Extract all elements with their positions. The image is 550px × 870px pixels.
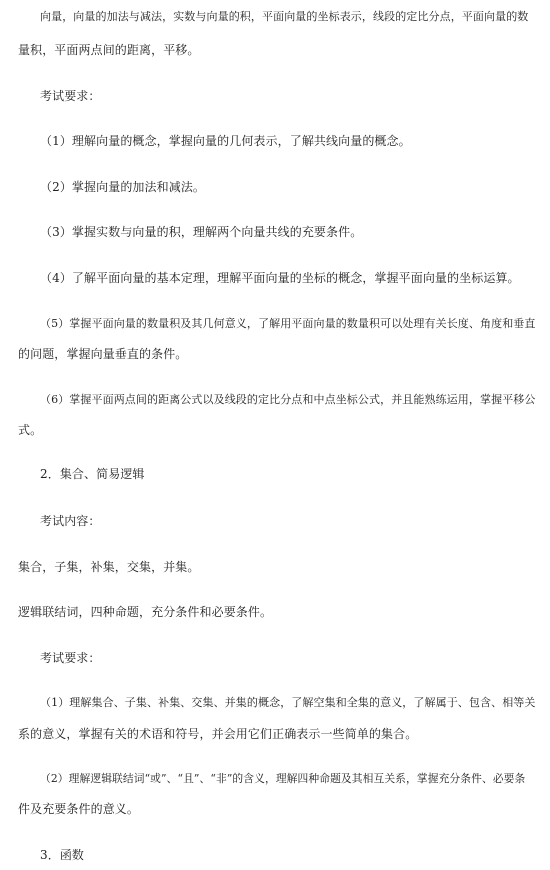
list-item: （1）理解向量的概念，掌握向量的几何表示，了解共线向量的概念。 bbox=[40, 134, 411, 148]
section-heading: 3．函数 bbox=[40, 848, 85, 862]
section-heading: 考试内容： bbox=[40, 514, 101, 528]
list-item: （2）理解逻辑联结词“或”、“且”、“非”的含义，理解四种命题及其相互关系，掌握充分条件、必要条 bbox=[40, 772, 526, 785]
list-item: （4）了解平面向量的基本定理，理解平面向量的坐标的概念，掌握平面向量的坐标运算。 bbox=[40, 271, 520, 285]
list-item: （6）掌握平面两点间的距离公式以及线段的定比分点和中点坐标公式，并且能熟练运用，掌握平移公 bbox=[40, 393, 536, 406]
list-item: （2）掌握向量的加法和减法。 bbox=[40, 180, 206, 194]
list-item: （1）理解集合、子集、补集、交集、并集的概念，了解空集和全集的意义，了解属于、包含、相等关 bbox=[40, 696, 536, 709]
text-line: 逻辑联结词，四种命题，充分条件和必要条件。 bbox=[18, 605, 273, 619]
list-item: （3）掌握实数与向量的积，理解两个向量共线的充要条件。 bbox=[40, 225, 363, 239]
text-line: 系的意义，掌握有关的术语和符号，并会用它们正确表示一些简单的集合。 bbox=[18, 727, 418, 741]
section-heading: 2．集合、简易逻辑 bbox=[40, 467, 145, 481]
section-heading: 考试要求： bbox=[40, 89, 101, 103]
section-heading: 考试要求： bbox=[40, 651, 101, 665]
text-line: 的问题，掌握向量垂直的条件。 bbox=[18, 347, 188, 361]
text-line: 向量，向量的加法与减法，实数与向量的积，平面向量的坐标表示，线段的定比分点，平面向量的数 bbox=[40, 10, 529, 23]
text-line: 量积，平面两点间的距离，平移。 bbox=[18, 43, 200, 57]
text-line: 式。 bbox=[18, 423, 43, 437]
text-line: 件及充要条件的意义。 bbox=[18, 802, 140, 816]
text-line: 集合，子集，补集，交集，并集。 bbox=[18, 560, 200, 574]
list-item: （5）掌握平面向量的数量积及其几何意义，了解用平面向量的数量积可以处理有关长度、角度和垂直 bbox=[40, 317, 536, 330]
